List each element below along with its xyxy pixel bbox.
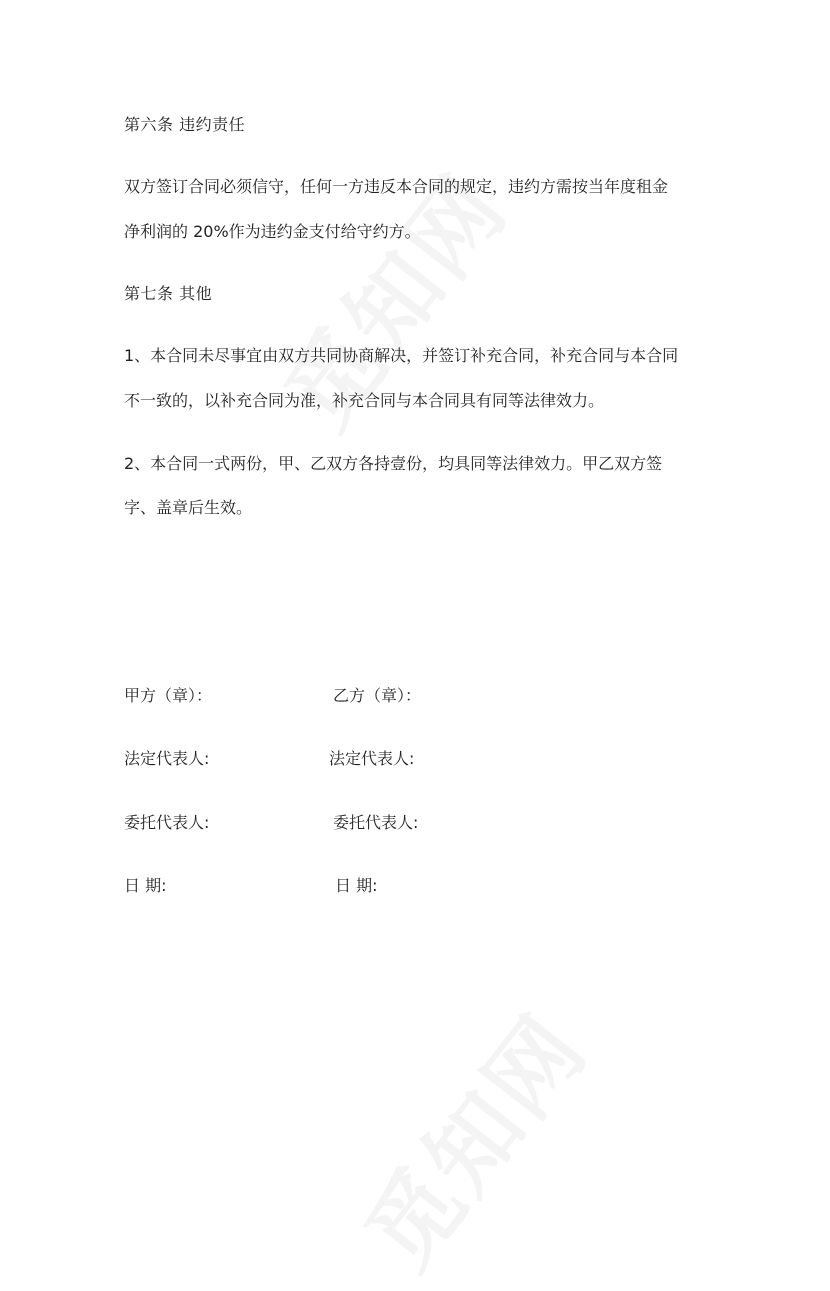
- party-a-agent-label: 委托代表人:: [124, 813, 210, 832]
- article7-clause2-line: 2、本合同一式两份，甲、乙双方各持壹份，均具同等法律效力。甲乙双方签: [124, 454, 663, 473]
- party-b-agent-label: 委托代表人:: [333, 813, 419, 832]
- article7-clause1-line: 不一致的，以补充合同为准，补充合同与本合同具有同等法律效力。: [124, 391, 605, 410]
- article6-paragraph-line: 净利润的 20%作为违约金支付给守约方。: [124, 222, 421, 241]
- article7-clause2-line: 字、盖章后生效。: [124, 498, 253, 517]
- watermark: [330, 983, 611, 1291]
- article7-clause1-line: 1、本合同未尽事宜由双方共同协商解决，并签订补充合同，补充合同与本合同: [124, 346, 679, 365]
- party-b-date-label: 日 期:: [335, 876, 378, 895]
- party-b-seal-label: 乙方（章）：: [333, 686, 422, 705]
- article6-heading: 第六条 违约责任: [124, 115, 246, 134]
- party-a-legal-rep-label: 法定代表人:: [124, 749, 210, 768]
- party-a-date-label: 日 期:: [124, 876, 167, 895]
- article7-heading: 第七条 其他: [124, 284, 213, 303]
- party-a-seal-label: 甲方（章）：: [124, 686, 213, 705]
- article6-paragraph-line: 双方签订合同必须信守，任何一方违反本合同的规定，违约方需按当年度租金: [124, 177, 669, 196]
- party-b-legal-rep-label: 法定代表人:: [329, 749, 415, 768]
